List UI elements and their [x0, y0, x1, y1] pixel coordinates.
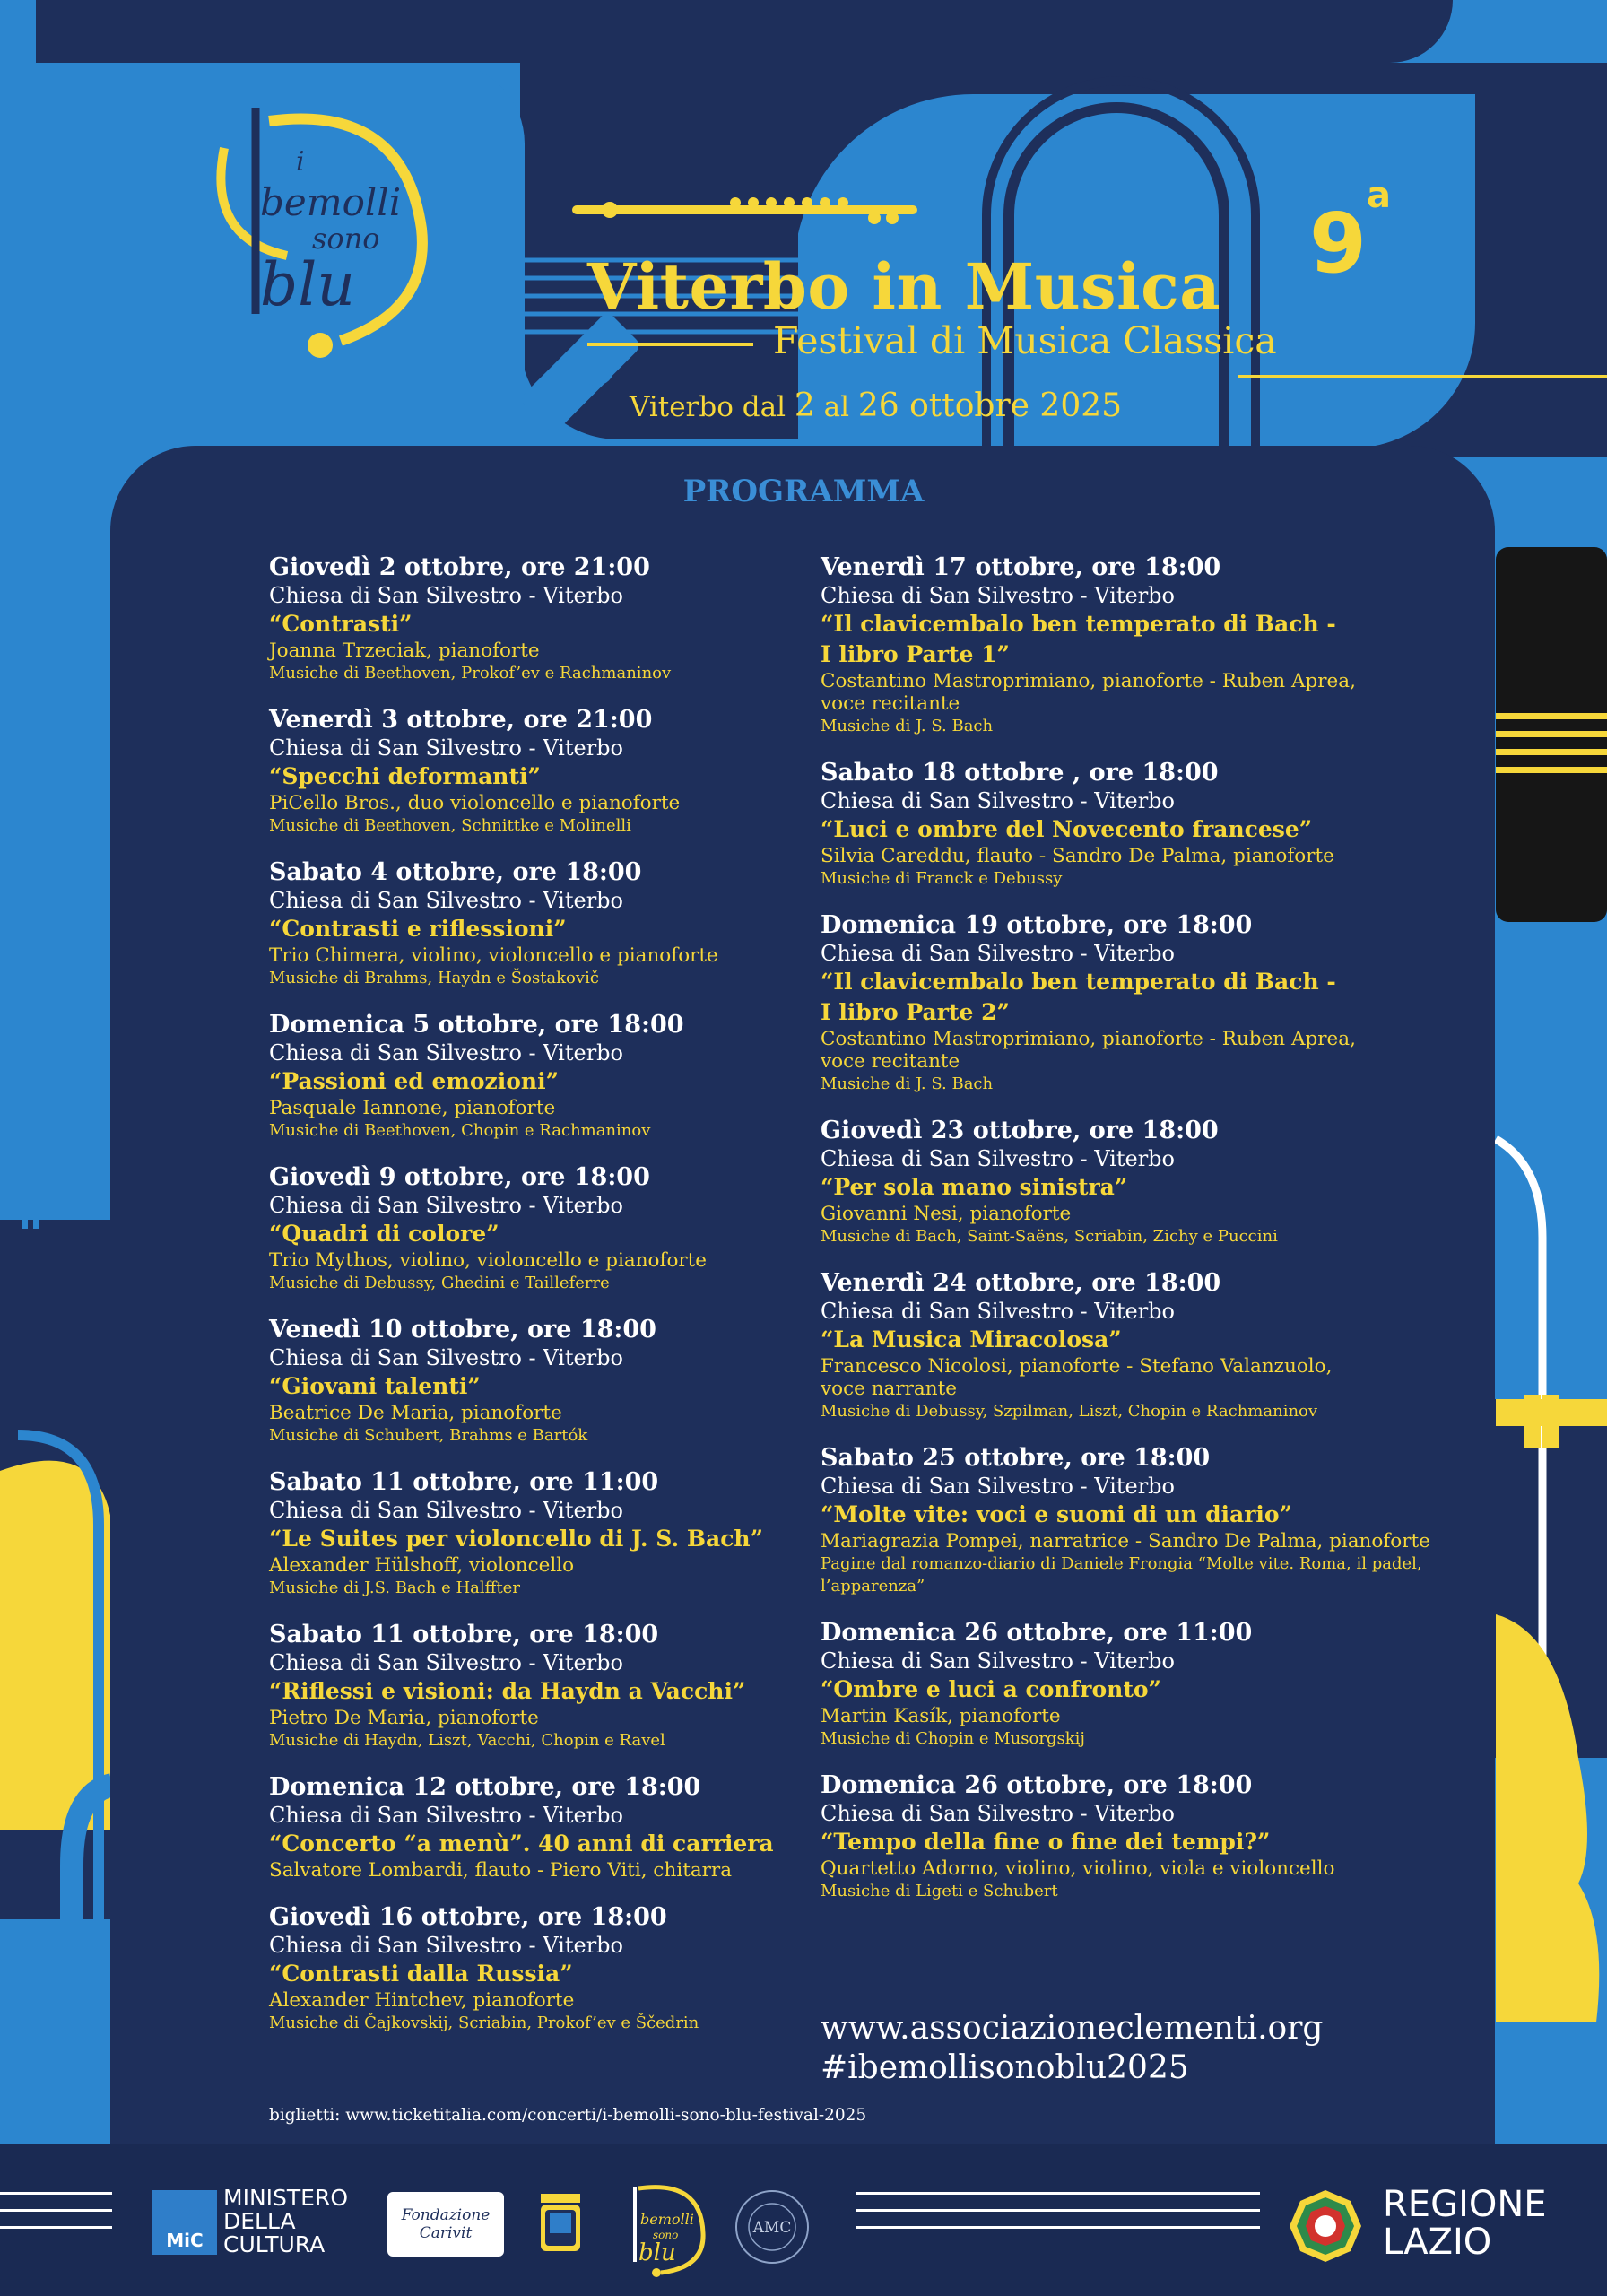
event-entry [821, 910, 1466, 1095]
event-program: Musiche di Bach, Saint-Saëns, Scriabin, Zichy e Puccini [821, 1227, 1278, 1246]
event-venue: Chiesa di San Silvestro - Viterbo [821, 788, 1175, 813]
event-date: Domenica 5 ottobre, ore 18:00 [269, 1011, 684, 1039]
event-entry [821, 758, 1466, 890]
event-title: “Specchi deformanti” [269, 763, 541, 789]
edition-badge [1309, 175, 1392, 291]
event-title: “Luci e ombre del Novecento francese” [821, 816, 1313, 842]
event-program: Musiche di Chopin e Musorgskij [821, 1729, 1085, 1748]
edition-number: 9 [1309, 196, 1368, 291]
mic-badge: MiC [152, 2190, 217, 2255]
event-date: Sabato 4 ottobre, ore 18:00 [269, 858, 642, 886]
event-title: “Giovani talenti” [269, 1373, 481, 1399]
event-program: Musiche di J. S. Bach [821, 1074, 994, 1093]
event-program: Musiche di Beethoven, Chopin e Rachmaninov [269, 1121, 651, 1140]
event-program: Musiche di Brahms, Haydn e Šostakovič [269, 969, 599, 987]
event-date: Venerdì 24 ottobre, ore 18:00 [821, 1269, 1221, 1297]
event-date: Giovedì 16 ottobre, ore 18:00 [269, 1903, 667, 1931]
event-performers: Costantino Mastroprimiano, pianoforte - Ruben Aprea, voce recitante [821, 1028, 1356, 1073]
svg-text:i: i [296, 146, 305, 178]
hashtag: #ibemollisonoblu2025 [821, 2049, 1189, 2086]
event-title: “La Musica Miracolosa” [821, 1326, 1122, 1352]
svg-text:bemolli: bemolli [640, 2211, 694, 2228]
event-performers: Alexander Hintchev, pianoforte [269, 1989, 575, 2012]
event-title: “Riflessi e visioni: da Haydn a Vacchi” [269, 1678, 746, 1704]
event-venue: Chiesa di San Silvestro - Viterbo [821, 1474, 1175, 1499]
svg-text:blu: blu [260, 250, 355, 319]
event-date: Venerdì 3 ottobre, ore 21:00 [269, 706, 653, 734]
event-title: “Concerto “a menù”. 40 anni di carriera [269, 1831, 774, 1857]
event-entry [821, 1268, 1466, 1422]
event-entry [821, 1770, 1466, 1902]
event-date: Sabato 11 ottobre, ore 18:00 [269, 1621, 659, 1648]
amc-logo-icon [734, 2188, 811, 2266]
svg-text:sono: sono [653, 2229, 679, 2241]
event-performers: Pasquale Iannone, pianoforte [269, 1097, 556, 1119]
festival-dates [630, 387, 1122, 424]
event-venue: Chiesa di San Silvestro - Viterbo [269, 735, 623, 761]
festival-subtitle: Festival di Musica Classica [773, 319, 1277, 362]
event-title: “Il clavicembalo ben temperato di Bach - I libro Parte 2” [821, 969, 1336, 1025]
event-performers: Pietro De Maria, pianoforte [269, 1707, 539, 1729]
event-performers: Trio Chimera, violino, violoncello e pianoforte [269, 944, 718, 967]
event-date: Venerdì 17 ottobre, ore 18:00 [821, 553, 1221, 581]
event-date: Giovedì 2 ottobre, ore 21:00 [269, 553, 650, 581]
event-program: Musiche di Čajkovskij, Scriabin, Prokof’ev e Ščedrin [269, 2013, 699, 2032]
event-program: Musiche di Ligeti e Schubert [821, 1882, 1058, 1900]
event-date: Giovedì 9 ottobre, ore 18:00 [269, 1163, 650, 1191]
event-entry [821, 1116, 1466, 1248]
event-title: “Ombre e luci a confronto” [821, 1676, 1161, 1702]
event-performers: Salvatore Lombardi, flauto - Piero Viti, chitarra [269, 1859, 733, 1882]
event-venue: Chiesa di San Silvestro - Viterbo [269, 1650, 623, 1675]
event-venue: Chiesa di San Silvestro - Viterbo [821, 1648, 1175, 1674]
event-performers: Giovanni Nesi, pianoforte [821, 1203, 1072, 1225]
regione-lazio-text: REGIONE LAZIO [1383, 2184, 1547, 2263]
event-performers: Mariagrazia Pompei, narratrice - Sandro De Palma, pianoforte [821, 1530, 1430, 1552]
event-venue: Chiesa di San Silvestro - Viterbo [269, 1193, 623, 1218]
title-rule-left [587, 343, 753, 346]
event-program: Musiche di Haydn, Liszt, Vacchi, Chopin e Ravel [269, 1731, 665, 1750]
event-program: Musiche di Debussy, Szpilman, Liszt, Chopin e Rachmaninov [821, 1402, 1318, 1421]
event-performers: Francesco Nicolosi, pianoforte - Stefano Valanzuolo, voce narrante [821, 1355, 1333, 1400]
event-date: Giovedì 23 ottobre, ore 18:00 [821, 1117, 1219, 1144]
event-title: “Quadri di colore” [269, 1221, 499, 1247]
festival-logo-icon [206, 94, 439, 363]
ministero-cultura-logo [152, 2187, 359, 2258]
edition-suffix: a [1367, 175, 1392, 217]
dates-prefix: Viterbo dal [630, 391, 786, 423]
svg-text:bemolli: bemolli [260, 180, 402, 224]
event-venue: Chiesa di San Silvestro - Viterbo [821, 583, 1175, 608]
viterbo-crest-icon [534, 2181, 587, 2262]
event-performers: Quartetto Adorno, violino, violino, viola e violoncello [821, 1857, 1335, 1880]
event-program: Musiche di Franck e Debussy [821, 869, 1063, 888]
dates-end: 26 ottobre 2025 [857, 387, 1123, 424]
event-performers: Beatrice De Maria, pianoforte [269, 1402, 562, 1424]
mic-text: MINISTERO DELLA CULTURA [223, 2185, 349, 2257]
event-venue: Chiesa di San Silvestro - Viterbo [269, 1498, 623, 1523]
event-title: “Tempo della fine o fine dei tempi?” [821, 1829, 1271, 1855]
event-title: “Passioni ed emozioni” [269, 1068, 559, 1094]
event-date: Sabato 25 ottobre, ore 18:00 [821, 1444, 1211, 1472]
event-performers: Costantino Mastroprimiano, pianoforte - Ruben Aprea, voce recitante [821, 670, 1356, 715]
event-title: “Le Suites per violoncello di J. S. Bach” [269, 1526, 763, 1552]
festival-title: Viterbo in Musica [587, 249, 1221, 324]
violin-body-icon [1496, 1614, 1599, 2022]
event-venue: Chiesa di San Silvestro - Viterbo [269, 1345, 623, 1370]
event-title: “Per sola mano sinistra” [821, 1174, 1128, 1200]
event-program: Musiche di J. S. Bach [821, 717, 994, 735]
regione-lazio-emblem-icon [1288, 2188, 1363, 2264]
clarinet-icon [518, 310, 642, 434]
event-program: Musiche di Beethoven, Schnittke e Molinelli [269, 816, 631, 835]
bemolli-footer-logo-icon [612, 2179, 710, 2278]
event-venue: Chiesa di San Silvestro - Viterbo [269, 1803, 623, 1828]
tickets-link[interactable]: biglietti: www.ticketitalia.com/concerti/i-bemolli-sono-blu-festival-2025 [269, 2106, 867, 2125]
svg-text:AMC: AMC [752, 2219, 792, 2237]
dates-start: 2 [794, 387, 815, 424]
dates-middle: al [823, 391, 850, 423]
event-program: Musiche di J.S. Bach e Halffter [269, 1578, 520, 1597]
event-date: Domenica 26 ottobre, ore 11:00 [821, 1619, 1253, 1647]
event-performers: PiCello Bros., duo violoncello e pianoforte [269, 792, 681, 814]
event-title: “Contrasti dalla Russia” [269, 1961, 573, 1987]
event-title: “Il clavicembalo ben temperato di Bach - I libro Parte 1” [821, 611, 1336, 667]
flute-icon [572, 197, 917, 224]
event-performers: Alexander Hülshoff, violoncello [269, 1554, 575, 1577]
event-performers: Trio Mythos, violino, violoncello e pianoforte [269, 1249, 708, 1272]
svg-text:sono: sono [312, 222, 380, 256]
event-program: Musiche di Beethoven, Prokof’ev e Rachmaninov [269, 664, 672, 683]
event-venue: Chiesa di San Silvestro - Viterbo [269, 1040, 623, 1065]
event-venue: Chiesa di San Silvestro - Viterbo [269, 1933, 623, 1958]
event-program: Musiche di Schubert, Brahms e Bartók [269, 1426, 588, 1445]
event-title: “Molte vite: voci e suoni di un diario” [821, 1501, 1292, 1527]
title-rule-right [1238, 375, 1607, 378]
event-date: Domenica 12 ottobre, ore 18:00 [269, 1773, 701, 1801]
event-date: Sabato 18 ottobre , ore 18:00 [821, 759, 1219, 787]
event-entry [821, 1443, 1466, 1597]
event-entry [821, 1618, 1466, 1750]
footer-lines-left [0, 2192, 112, 2243]
event-venue: Chiesa di San Silvestro - Viterbo [821, 1801, 1175, 1826]
event-title: “Contrasti e riflessioni” [269, 916, 567, 942]
website-link[interactable]: www.associazioneclementi.org [821, 2010, 1324, 2047]
event-performers: Joanna Trzeciak, pianoforte [269, 639, 540, 662]
event-date: Domenica 26 ottobre, ore 18:00 [821, 1771, 1253, 1799]
footer-lines-center [856, 2192, 1260, 2243]
svg-text:blu: blu [638, 2239, 676, 2266]
fondazione-carivit-logo: Fondazione Carivit [387, 2192, 504, 2257]
event-venue: Chiesa di San Silvestro - Viterbo [821, 941, 1175, 966]
event-performers: Silvia Careddu, flauto - Sandro De Palma, pianoforte [821, 845, 1334, 867]
programma-heading: PROGRAMMA [682, 474, 925, 509]
events-right-column [821, 552, 1466, 1923]
event-venue: Chiesa di San Silvestro - Viterbo [821, 1146, 1175, 1171]
event-entry [821, 552, 1466, 737]
event-program: Pagine dal romanzo-diario di Daniele Frongia “Molte vite. Roma, il padel, l’apparenza” [821, 1554, 1422, 1596]
event-date: Venedì 10 ottobre, ore 18:00 [269, 1316, 656, 1344]
event-date: Domenica 19 ottobre, ore 18:00 [821, 911, 1253, 939]
event-title: “Contrasti” [269, 611, 413, 637]
event-venue: Chiesa di San Silvestro - Viterbo [821, 1299, 1175, 1324]
event-date: Sabato 11 ottobre, ore 11:00 [269, 1468, 659, 1496]
event-venue: Chiesa di San Silvestro - Viterbo [269, 583, 623, 608]
event-performers: Martin Kasík, pianoforte [821, 1705, 1061, 1727]
event-venue: Chiesa di San Silvestro - Viterbo [269, 888, 623, 913]
event-program: Musiche di Debussy, Ghedini e Tailleferre [269, 1274, 610, 1292]
